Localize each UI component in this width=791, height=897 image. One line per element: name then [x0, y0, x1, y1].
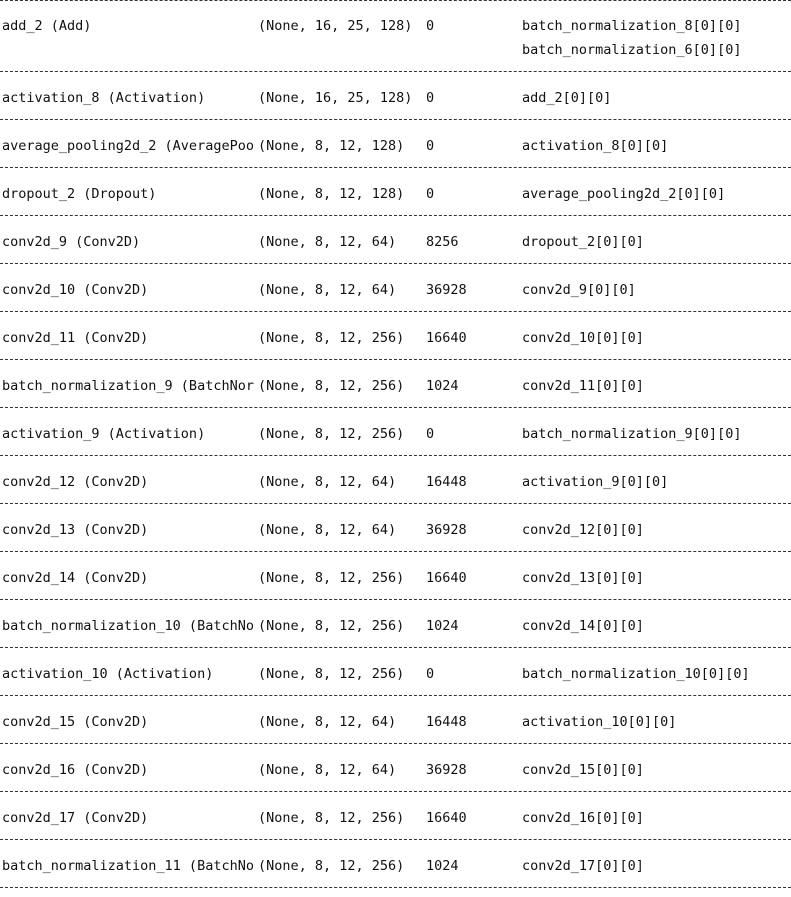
- param-count-cell: 16448: [426, 474, 467, 490]
- output-shape-cell: (None, 16, 25, 128): [258, 18, 413, 34]
- layer-name-cell: dropout_2 (Dropout): [2, 186, 157, 202]
- connected-to-cell: [522, 326, 644, 350]
- connected-to-cell: [522, 374, 644, 398]
- param-count-cell: 16448: [426, 714, 467, 730]
- output-shape-cell: (None, 8, 12, 64): [258, 522, 397, 538]
- connected-to-entry: conv2d_15[0][0]: [522, 762, 644, 778]
- output-shape-cell: (None, 8, 12, 256): [258, 570, 405, 586]
- connected-to-cell: [522, 86, 611, 110]
- connected-to-entry: batch_normalization_9[0][0]: [522, 426, 742, 442]
- layer-name-cell: batch_normalization_9 (BatchNor: [2, 378, 254, 394]
- connected-to-entry: batch_normalization_6[0][0]: [522, 42, 742, 58]
- connected-to-entry: batch_normalization_8[0][0]: [522, 18, 742, 34]
- param-count-cell: 1024: [426, 378, 459, 394]
- output-shape-cell: (None, 8, 12, 64): [258, 234, 397, 250]
- table-row: [0, 600, 791, 648]
- output-shape-cell: (None, 8, 12, 256): [258, 618, 405, 634]
- connected-to-cell: [522, 518, 644, 542]
- connected-to-entry: conv2d_17[0][0]: [522, 858, 644, 874]
- table-row: [0, 360, 791, 408]
- param-count-cell: 0: [426, 18, 435, 34]
- layer-name-cell: conv2d_15 (Conv2D): [2, 714, 149, 730]
- connected-to-entry: conv2d_14[0][0]: [522, 618, 644, 634]
- param-count-cell: 1024: [426, 618, 459, 634]
- table-row: [0, 216, 791, 264]
- connected-to-cell: [522, 182, 725, 206]
- table-row: [0, 552, 791, 600]
- table-row: [0, 456, 791, 504]
- table-row: [0, 264, 791, 312]
- param-count-cell: 0: [426, 186, 435, 202]
- layer-name-cell: conv2d_17 (Conv2D): [2, 810, 149, 826]
- layer-name-cell: activation_10 (Activation): [2, 666, 214, 682]
- connected-to-entry: dropout_2[0][0]: [522, 234, 644, 250]
- row-separator: [0, 887, 791, 888]
- param-count-cell: 36928: [426, 762, 467, 778]
- connected-to-entry: conv2d_16[0][0]: [522, 810, 644, 826]
- table-row: [0, 168, 791, 216]
- connected-to-cell: [522, 230, 644, 254]
- param-count-cell: 0: [426, 90, 435, 106]
- layer-name-cell: activation_8 (Activation): [2, 90, 206, 106]
- table-row: [0, 72, 791, 120]
- output-shape-cell: (None, 8, 12, 128): [258, 186, 405, 202]
- connected-to-cell: [522, 422, 741, 446]
- connected-to-entry: conv2d_10[0][0]: [522, 330, 644, 346]
- param-count-cell: 0: [426, 666, 435, 682]
- output-shape-cell: (None, 8, 12, 64): [258, 474, 397, 490]
- connected-to-entry: conv2d_9[0][0]: [522, 282, 636, 298]
- connected-to-cell: [522, 470, 668, 494]
- output-shape-cell: (None, 16, 25, 128): [258, 90, 413, 106]
- connected-to-entry: average_pooling2d_2[0][0]: [522, 186, 726, 202]
- output-shape-cell: (None, 8, 12, 256): [258, 330, 405, 346]
- table-row: [0, 120, 791, 168]
- connected-to-entry: activation_10[0][0]: [522, 714, 677, 730]
- param-count-cell: 0: [426, 426, 435, 442]
- param-count-cell: 1024: [426, 858, 459, 874]
- connected-to-entry: batch_normalization_10[0][0]: [522, 666, 750, 682]
- connected-to-entry: activation_8[0][0]: [522, 138, 669, 154]
- layer-name-cell: conv2d_16 (Conv2D): [2, 762, 149, 778]
- param-count-cell: 36928: [426, 522, 467, 538]
- table-row: [0, 648, 791, 696]
- output-shape-cell: (None, 8, 12, 256): [258, 426, 405, 442]
- layer-name-cell: conv2d_14 (Conv2D): [2, 570, 149, 586]
- connected-to-entry: conv2d_13[0][0]: [522, 570, 644, 586]
- connected-to-cell: [522, 14, 741, 62]
- table-row: [0, 504, 791, 552]
- table-row: [0, 0, 791, 72]
- connected-to-cell: [522, 854, 644, 878]
- output-shape-cell: (None, 8, 12, 64): [258, 282, 397, 298]
- param-count-cell: 16640: [426, 330, 467, 346]
- layer-name-cell: batch_normalization_11 (BatchNo: [2, 858, 254, 874]
- output-shape-cell: (None, 8, 12, 256): [258, 666, 405, 682]
- table-row: [0, 408, 791, 456]
- connected-to-cell: [522, 134, 668, 158]
- layer-name-cell: conv2d_9 (Conv2D): [2, 234, 141, 250]
- connected-to-cell: [522, 662, 750, 686]
- table-row: [0, 696, 791, 744]
- output-shape-cell: (None, 8, 12, 256): [258, 378, 405, 394]
- layer-name-cell: average_pooling2d_2 (AveragePoo: [2, 138, 254, 154]
- table-row: [0, 792, 791, 840]
- connected-to-cell: [522, 614, 644, 638]
- layer-name-cell: add_2 (Add): [2, 18, 92, 34]
- connected-to-cell: [522, 566, 644, 590]
- connected-to-entry: conv2d_11[0][0]: [522, 378, 644, 394]
- layer-name-cell: conv2d_12 (Conv2D): [2, 474, 149, 490]
- connected-to-cell: [522, 758, 644, 782]
- output-shape-cell: (None, 8, 12, 256): [258, 810, 405, 826]
- connected-to-cell: [522, 710, 676, 734]
- layer-name-cell: conv2d_10 (Conv2D): [2, 282, 149, 298]
- layer-name-cell: conv2d_13 (Conv2D): [2, 522, 149, 538]
- layer-name-cell: activation_9 (Activation): [2, 426, 206, 442]
- connected-to-cell: [522, 278, 636, 302]
- output-shape-cell: (None, 8, 12, 64): [258, 714, 397, 730]
- param-count-cell: 8256: [426, 234, 459, 250]
- table-row: [0, 312, 791, 360]
- table-row: [0, 744, 791, 792]
- layer-name-cell: batch_normalization_10 (BatchNo: [2, 618, 254, 634]
- output-shape-cell: (None, 8, 12, 128): [258, 138, 405, 154]
- param-count-cell: 0: [426, 138, 435, 154]
- table-row: [0, 840, 791, 888]
- output-shape-cell: (None, 8, 12, 64): [258, 762, 397, 778]
- param-count-cell: 16640: [426, 810, 467, 826]
- connected-to-cell: [522, 806, 644, 830]
- param-count-cell: 16640: [426, 570, 467, 586]
- connected-to-entry: add_2[0][0]: [522, 90, 612, 106]
- layer-name-cell: conv2d_11 (Conv2D): [2, 330, 149, 346]
- connected-to-entry: conv2d_12[0][0]: [522, 522, 644, 538]
- param-count-cell: 36928: [426, 282, 467, 298]
- connected-to-entry: activation_9[0][0]: [522, 474, 669, 490]
- output-shape-cell: (None, 8, 12, 256): [258, 858, 405, 874]
